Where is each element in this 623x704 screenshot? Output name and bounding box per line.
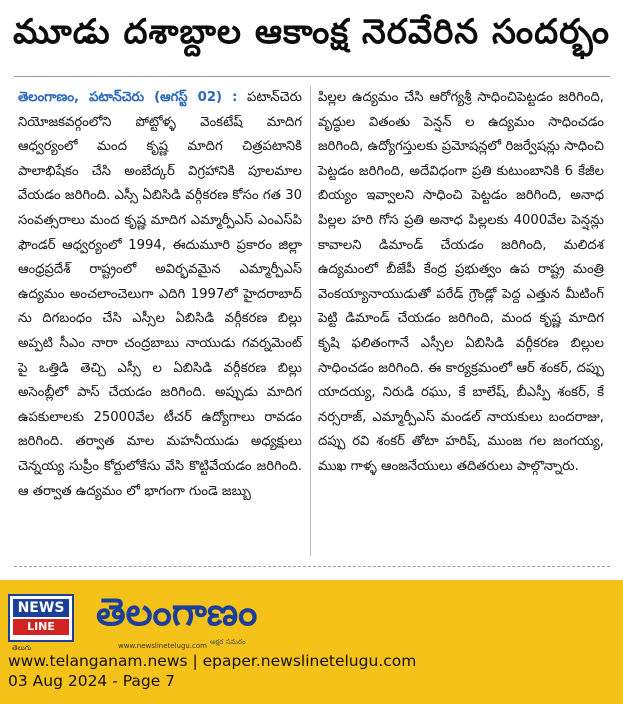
column-divider — [310, 86, 311, 556]
article-body-left: పటాన్‌చెరు నియోజకవర్గంలోని పోట్టోళ్ళ వెంకటేష్ మాదిగ ఆధ్వర్యంలో మంద కృష్ణ మాదిగ చిత్రపటానికి పాలాభిషేకం చేసి అంబేద్కర్ విగ్రహానికి పూలమాల వేయడం జరిగింది. ఎస్సీ ఏబిసిడి వర్గీకరణ కోసం గత 30 సంవత్సరాలు మంద కృష్ణ మాదిగ ఎమ్మార్పీఎస్ ఎంఎస్‌పి ఫౌండర్ ఆధ్వర్యంలో 1994, ఈదుమూరి ప్రకారం జిల్లా ఆంధ్రప్రదేశ్ రాష్ట్రంలో అవిర్భవమైన ఎమ్మార్పీఎస్ ఉద్యమం అంచలాంచెలుగా ఎదిగి 1997లో హైదరాబాద్ ను దిగబంధం చేసి ఎస్సీల ఏబిసిడి వర్గీకరణ బిల్లు అప్పటి సీఎం నారా చంద్రబాబు నాయుడు గవర్నమెంట్ పై ఒత్తిడి తెచ్చి ఎస్సీ ల ఏబిసిడి వర్గీకరణ బిల్లు అసెంబ్లీలో పాస్ చేయడం జరిగింది. అప్పుడు మాదిగ ఉపకులాలకు 25000వేల టీచర్ ఉద్యోగాలు రావడం జరిగింది. తర్వాత మాల మహనీయుడు అధ్యక్షులు చెన్నయ్య సుప్రీం కోర్టులోకేసు వేసి కొట్టివేయడం జరిగింది. ఆ తర్వాత ఉద్యమం లో భాగంగా గుండె జబ్బు — [18, 90, 302, 499]
date-page: 03 Aug 2024 - Page 7 — [8, 672, 176, 690]
brand-url[interactable]: www.newslinetelugu.com — [118, 642, 207, 650]
brand-tagline: అక్షర సమరం — [210, 638, 246, 646]
headline-text: మూడు దశాబ్దాల ఆకాంక్ష నెరవేరిన సందర్భం — [13, 12, 610, 52]
brand-name: తెలంగాణం — [96, 590, 258, 634]
newsline-logo[interactable] — [8, 594, 74, 642]
article-column-left — [18, 86, 302, 504]
logo-subtitle: తెలుగు — [12, 644, 32, 652]
headline — [0, 0, 623, 72]
headline-divider — [14, 76, 610, 77]
article-column-right — [318, 86, 604, 480]
article-dateline: తెలంగాణం, పటాన్‌చెరు (ఆగస్ట్ 02) : — [18, 90, 238, 105]
article-body-right: పిల్లల ఉద్యమం చేసి ఆరోగ్యశ్రీ సాధించిపెట్టడం జరిగింది, వృద్ధుల వితంతు పెన్షన్ ల ఉద్యమం సాధించడం జరిగింది, ఉద్యోగస్తులకు ప్రమోషన్లలో రిజర్వేషన్లు సాధించి పెట్టడం జరిగింది, అదేవిధంగా ప్రతి కుటుంబానికి 6 కేజీల బియ్యం ఇవ్వాలని సాధించి పెట్టడం జరిగింది, అనాధ పిల్లల హరి గోస ప్రతి అనాధ పిల్లలకు 4000వేల పెన్షన్లు కావాలని డిమాండ్ చేయడం జరిగింది, మలిదశ ఉద్యమంలో బీజేపీ కేంద్ర ప్రభుత్వం ఉప రాష్ట్ర మంత్రి వెంకయ్యానాయుడుతో పరేడ్ గ్రౌండ్లో పెద్ద ఎత్తున మీటింగ్ పెట్టి డిమాండ్ చేయడం జరిగింది, మంద కృష్ణ మాదిగ కృషి ఫలితంగానే ఎస్సీల ఏబిసిడి వర్గీకరణ బిల్లుల సాధించడం జరిగింది. ఈ కార్యక్రమంలో ఆర్ శంకర్, దప్పు యాదయ్య, నిరుడి రఘు, కే బాలేష్, బీఎస్పీ శంకర్, కే నర్సరాజ్, ఎమ్మార్పీఎస్ మండల్ నాయకులు బందరాజు, దప్పు రవి శంకర్ తోటా హరిష్, ముంజ గల జంగయ్య, ముఖ గాళ్ళ ఆంజనేయులు తదితరులు పాల్గొన్నారు. — [318, 90, 604, 474]
footer-bar — [0, 580, 623, 704]
footer-divider — [14, 566, 610, 567]
logo-news-text: NEWS — [13, 599, 69, 617]
source-links[interactable]: www.telanganam.news | epaper.newslinetelugu.com — [8, 652, 417, 670]
logo-line-text: LINE — [13, 619, 69, 635]
